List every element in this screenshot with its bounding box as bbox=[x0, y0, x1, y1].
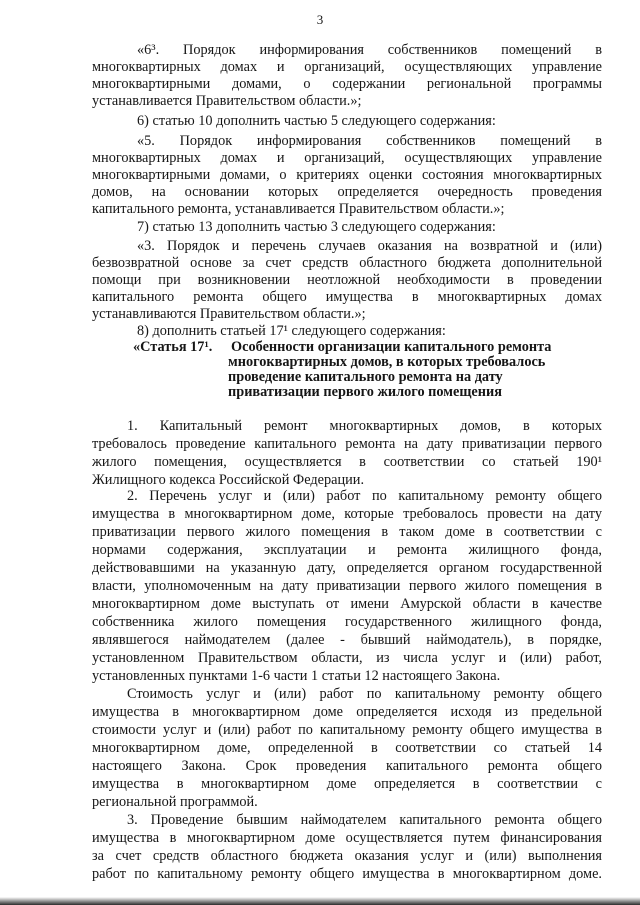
text-line: домов, на основании которых определяется очередность проведения bbox=[92, 184, 602, 200]
text-line: Жилищного кодекса Российской Федерации. bbox=[92, 472, 365, 488]
text-line: настоящего Закона. Срок проведения капитального ремонта общего bbox=[92, 758, 602, 774]
text-line: многоквартирном доме, определенной в соответствии со статьей 14 bbox=[92, 740, 602, 756]
text-line: многоквартирном доме выступать от имени Амурской области в качестве bbox=[92, 596, 602, 612]
article-title-line: многоквартирных домов, в которых требовалось bbox=[228, 354, 546, 370]
text-line: капитального ремонта, устанавливается Правительством области.»; bbox=[92, 201, 505, 217]
text-line: приватизации первого жилого помещения в таком доме в соответствии с bbox=[92, 524, 602, 540]
scan-bottom-edge bbox=[0, 897, 640, 905]
text-line: работ по капитальному ремонту общего имущества в многоквартирном доме. bbox=[92, 866, 602, 882]
text-line: требовалось проведение капитального ремонта на дату приватизации первого bbox=[92, 436, 602, 452]
text-line: 1. Капитальный ремонт многоквартирных домов, в которых bbox=[127, 418, 602, 434]
text-line: стоимости услуг и (или) работ по капитальному ремонту общего имущества в bbox=[92, 722, 602, 738]
article-title-line: приватизации первого жилого помещения bbox=[228, 384, 502, 400]
text-line: жилого помещения, осуществляется в соответствии со статьей 190¹ bbox=[92, 454, 602, 470]
text-line: многоквартирными домами, о критериях оценки состояния многоквартирных bbox=[92, 167, 602, 183]
text-line: являвшегося наймодателем (далее - бывший наймодатель), в порядке, bbox=[92, 632, 602, 648]
page-number: 3 bbox=[316, 12, 324, 27]
amendment-intro: 8) дополнить статьей 17¹ следующего содержания: bbox=[137, 323, 446, 339]
article-label: «Статья 17¹. bbox=[133, 339, 213, 355]
text-line: 3. Проведение бывшим наймодателем капитального ремонта общего bbox=[127, 812, 602, 828]
text-line: собственника жилого помещения государственного жилищного фонда, bbox=[92, 614, 602, 630]
text-line: 2. Перечень услуг и (или) работ по капитальному ремонту общего bbox=[127, 488, 602, 504]
text-line: имущества в многоквартирном доме определяется в соответствии с bbox=[92, 776, 602, 792]
text-line: устанавливаются Правительством области.»; bbox=[92, 306, 366, 322]
text-line: власти, уполномоченным на дату приватизации первого жилого помещения в bbox=[92, 578, 602, 594]
text-line: помощи при возникновении неотложной необходимости в проведении bbox=[92, 272, 602, 288]
text-line: многоквартирных домах и организаций, осуществляющих управление bbox=[92, 59, 602, 75]
text-line: действовавшими на указанную дату, определяется органом государственной bbox=[92, 560, 602, 576]
text-line: нормами содержания, эксплуатации и ремонта жилищного фонда, bbox=[92, 542, 602, 558]
text-line: безвозвратной основе за счет средств областного бюджета дополнительной bbox=[92, 255, 602, 271]
text-line: установленных пунктами 1-6 части 1 статьи 12 настоящего Закона. bbox=[92, 668, 501, 684]
text-line: «6³. Порядок информирования собственников помещений в bbox=[137, 42, 602, 58]
amendment-intro: 6) статью 10 дополнить частью 5 следующего содержания: bbox=[137, 113, 496, 129]
text-line: многоквартирными домами, о содержании региональной программы bbox=[92, 76, 602, 92]
text-line: региональной программой. bbox=[92, 794, 258, 810]
text-line: имущества в многоквартирном доме определяется исходя из предельной bbox=[92, 704, 602, 720]
text-line: имущества в многоквартирном доме, которые требовалось провести на дату bbox=[92, 506, 602, 522]
text-line: Стоимость услуг и (или) работ по капитальному ремонту общего bbox=[127, 686, 602, 702]
amendment-intro: 7) статью 13 дополнить частью 3 следующего содержания: bbox=[137, 219, 496, 235]
text-line: «3. Порядок и перечень случаев оказания на возвратной и (или) bbox=[137, 238, 602, 254]
article-title-line: проведение капитального ремонта на дату bbox=[228, 369, 503, 385]
text-line: капитального ремонта общего имущества в многоквартирных домах bbox=[92, 289, 602, 305]
text-line: многоквартирных домах и организаций, осуществляющих управление bbox=[92, 150, 602, 166]
text-line: за счет средств областного бюджета оказания услуг и (или) выполнения bbox=[92, 848, 602, 864]
text-line: устанавливается Правительством области.»; bbox=[92, 93, 362, 109]
text-line: имущества в многоквартирном доме осуществляется путем финансирования bbox=[92, 830, 602, 846]
text-line: «5. Порядок информирования собственников помещений в bbox=[137, 133, 602, 149]
article-title-line: Особенности организации капитального ремонта bbox=[231, 339, 552, 355]
text-line: установленном Правительством области, из числа услуг и (или) работ, bbox=[92, 650, 602, 666]
